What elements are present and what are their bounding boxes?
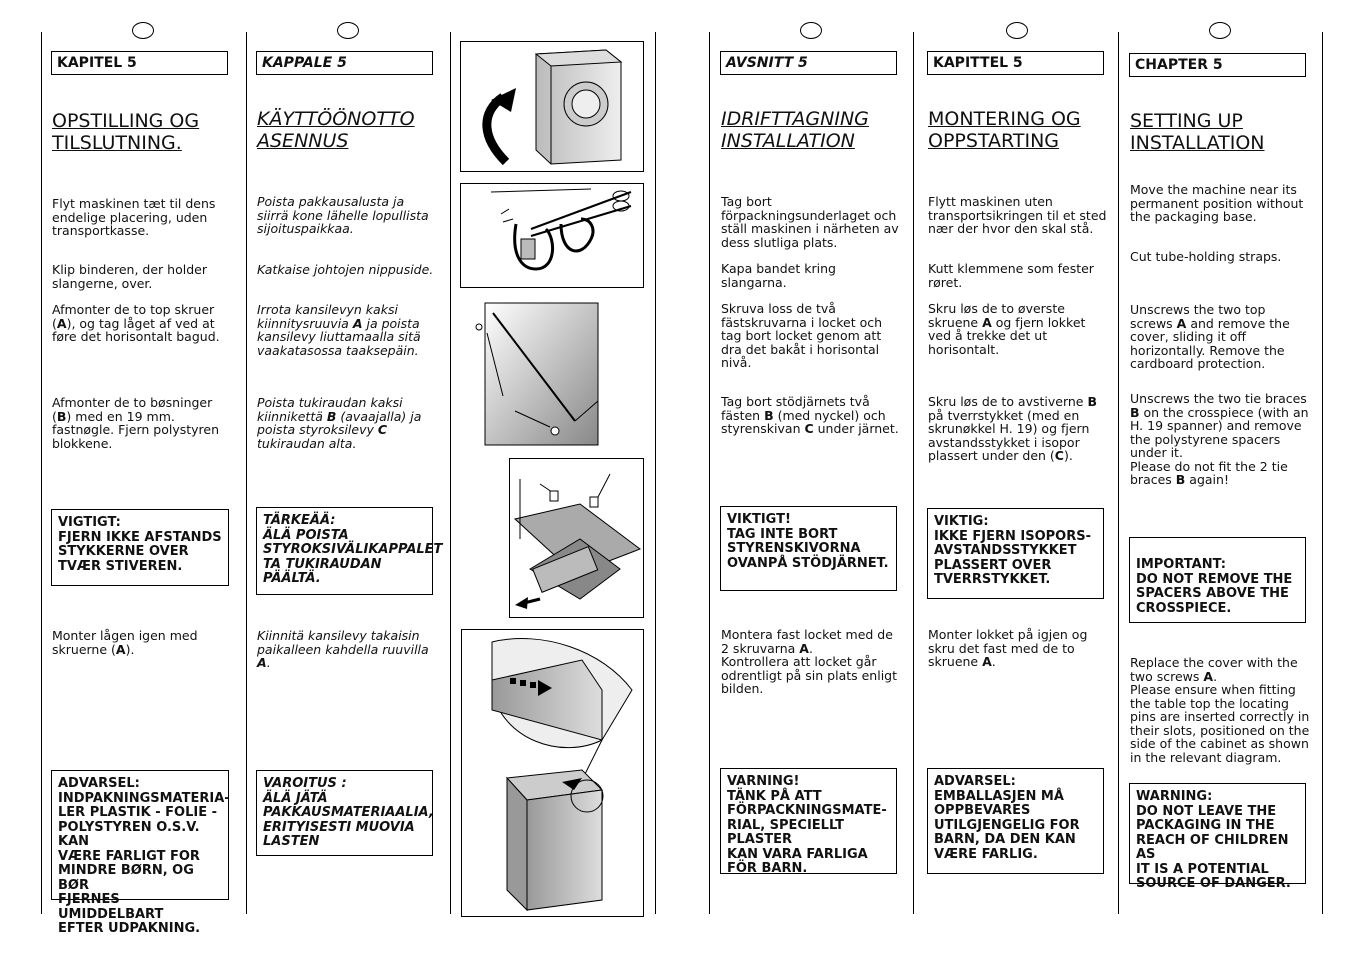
step-text: Skruva loss de två fästskruvarna i locket och tag bort locket genom att dra det bakåt i horisontal nivå. <box>721 301 883 370</box>
warning-box: WARNING: DO NOT LEAVE THE PACKAGING IN THE REACH OF CHILDREN AS IT IS A POTENTIAL SOURCE OF DANGER. <box>1129 783 1306 884</box>
column-divider <box>450 32 451 914</box>
language-marker <box>337 22 359 39</box>
step-text: Katkaise johtojen nippuside. <box>257 262 434 277</box>
language-marker <box>1209 22 1231 39</box>
column-divider <box>655 32 656 914</box>
important-box: TÄRKEÄÄ: ÄLÄ POISTA STYROKSIVÄLIKAPPALET TA TUKIRAUDAN PÄÄLTÄ. <box>256 507 433 595</box>
important-box: VIKTIGT! TAG INTE BORT STYRENSKIVORNA OVANPÅ STÖDJÄRNET. <box>720 506 897 591</box>
step-text: Afmonter de to bøsninger (B) med en 19 mm. fastnøgle. Fjern polystyren blokkene. <box>52 395 219 451</box>
column-divider <box>1322 32 1323 914</box>
step-text: Kapa bandet kring slangarna. <box>721 261 836 290</box>
step-text: Unscrews the two top screws A and remove the cover, sliding it off horizontally. Remove the cardboard protection. <box>1130 302 1290 371</box>
warning-box: VARNING! TÄNK PÅ ATT FÖRPACKNINGSMATE- RIAL, SPECIELLT PLASTER KAN VARA FARLIGA FÖR BARN. <box>720 768 897 874</box>
column-divider <box>1118 32 1119 914</box>
step-text: Move the machine near its permanent position without the packaging base. <box>1130 182 1304 224</box>
illustration-remove-braces <box>509 458 644 618</box>
step-text: Poista pakkausalusta ja siirrä kone lähelle lopullista sijoituspaikkaa. <box>257 194 429 236</box>
step-text: Replace the cover with the two screws A. Please ensure when fitting the table top the locating pins are inserted correctly in their slots, positioned on the side of the cabinet as shown in the relevant diagram. <box>1130 655 1310 765</box>
step-text: Unscrews the two tie braces B on the crosspiece (with an H. 19 spanner) and remove the polystyrene spacers under it. Please do not fit the 2 tie braces B again! <box>1130 391 1309 487</box>
warning-box: ADVARSEL: INDPAKNINGSMATERIA- LER PLASTIK - FOLIE - POLYSTYREN O.S.V. KAN VÆRE FARLIGT FOR MINDRE BØRN, OG BØR FJERNES UMIDDELBART EFTER UDPAKNING. <box>51 770 229 900</box>
chapter-header: KAPPALE 5 <box>256 51 433 75</box>
section-title: MONTERING OG OPPSTARTING <box>928 108 1081 152</box>
warning-box: ADVARSEL: EMBALLASJEN MÅ OPPBEVARES UTILGJENGELIG FOR BARN, DA DEN KAN VÆRE FARLIG. <box>927 768 1104 874</box>
warning-box: VAROITUS : ÄLÄ JÄTÄ PAKKAUSMATERIAALIA, ERITYISESTI MUOVIA LASTEN <box>256 770 433 856</box>
step-text: Irrota kansilevyn kaksi kiinnitysruuvia A ja poista kansilevy liuttamaalla sitä vaakatasossa taaksepäin. <box>257 302 421 358</box>
step-text: Klip binderen, der holder slangerne, over. <box>52 262 207 291</box>
step-text: Tag bort stödjärnets två fästen B (med nyckel) och styrenskivan C under järnet. <box>721 394 899 436</box>
step-text: Monter lokket på igjen og skru det fast med de to skruene A. <box>928 627 1088 669</box>
section-title: OPSTILLING OG TILSLUTNING. <box>52 110 200 154</box>
step-text: Afmonter de to top skruer (A), og tag låget af ved at føre det horisontalt bagud. <box>52 302 220 344</box>
illustration-cut-straps <box>460 183 644 288</box>
illustration-move-machine <box>460 41 644 172</box>
column-divider <box>709 32 710 914</box>
step-text: Tag bort förpackningsunderlaget och ställ maskinen i närheten av dess slutliga plats. <box>721 194 899 250</box>
chapter-header: CHAPTER 5 <box>1129 53 1306 77</box>
section-title: KÄYTTÖÖNOTTO ASENNUS <box>257 108 415 152</box>
chapter-header: AVSNITT 5 <box>720 51 897 75</box>
important-box: IMPORTANT: DO NOT REMOVE THE SPACERS ABOVE THE CROSSPIECE. <box>1129 537 1306 623</box>
step-text: Kiinnitä kansilevy takaisin paikalleen kahdella ruuvilla A. <box>257 628 429 670</box>
step-text: Monter lågen igen med skruerne (A). <box>52 628 198 657</box>
step-text: Flyt maskinen tæt til dens endelige placering, uden transportkasse. <box>52 196 216 238</box>
language-marker <box>800 22 822 39</box>
step-text: Skru løs de to avstiverne B på tverrstykket (med en skrunøkkel H. 19) og fjern avstandsstykket i isopor plassert under den (C). <box>928 394 1098 463</box>
language-marker <box>132 22 154 39</box>
chapter-header: KAPITTEL 5 <box>927 51 1104 75</box>
column-divider <box>913 32 914 914</box>
section-title: IDRIFTTAGNING INSTALLATION <box>721 108 869 152</box>
important-box: VIKTIG: IKKE FJERN ISOPORS- AVSTANDSSTYKKET PLASSERT OVER TVERRSTYKKET. <box>927 508 1104 599</box>
language-marker <box>1006 22 1028 39</box>
illustration-remove-cover <box>465 301 605 447</box>
step-text: Montera fast locket med de 2 skruvarna A. Kontrollera att locket går odrentligt på sin plats enligt bilden. <box>721 627 898 696</box>
step-text: Cut tube-holding straps. <box>1130 249 1282 264</box>
section-title: SETTING UP INSTALLATION <box>1130 110 1265 154</box>
chapter-header: KAPITEL 5 <box>51 51 228 75</box>
step-text: Poista tukiraudan kaksi kiinnikettä B (avaajalla) ja poista styroksilevy C tukiraudan alta. <box>257 395 422 451</box>
column-divider <box>246 32 247 914</box>
step-text: Flytt maskinen uten transportsikringen til et sted nær der hvor den skal stå. <box>928 194 1107 236</box>
step-text: Skru løs de to øverste skruene A og fjern lokket ved å trekke det ut horisontalt. <box>928 301 1086 357</box>
illustration-refit-cover <box>461 629 644 917</box>
important-box: VIGTIGT: FJERN IKKE AFSTANDS STYKKERNE OVER TVÆR STIVEREN. <box>51 509 229 586</box>
column-divider <box>41 32 42 914</box>
step-text: Kutt klemmene som fester røret. <box>928 261 1094 290</box>
